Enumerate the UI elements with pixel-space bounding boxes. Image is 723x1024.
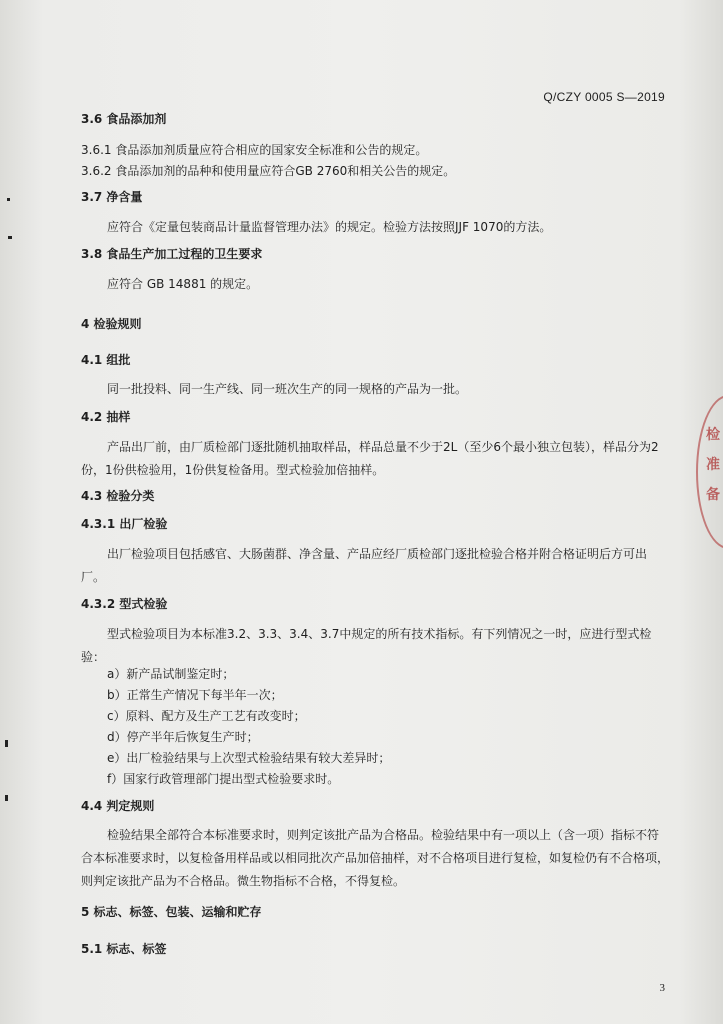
clause-3-6-1: 3.6.1 食品添加剂质量应符合相应的国家安全标准和公告的规定。 [81, 143, 428, 157]
clause-3-6-2: 3.6.2 食品添加剂的品种和使用量应符合GB 2760和相关公告的规定。 [81, 164, 456, 178]
clause-3-7-text: 应符合《定量包装商品计量监督管理办法》的规定。检验方法按照JJF 1070的方法。 [107, 220, 552, 234]
scan-mark [5, 740, 8, 747]
list-item-d: d）停产半年后恢复生产时； [107, 730, 259, 744]
heading-4-3: 4.3 检验分类 [81, 489, 155, 503]
heading-4-2: 4.2 抽样 [81, 410, 131, 424]
scan-mark [7, 198, 10, 201]
heading-4-3-2: 4.3.2 型式检验 [81, 597, 168, 611]
heading-4-1: 4.1 组批 [81, 353, 131, 367]
heading-4: 4 检验规则 [81, 317, 142, 331]
heading-3-6: 3.6 食品添加剂 [81, 112, 167, 126]
clause-4-4-text: 检验结果全部符合本标准要求时，则判定该批产品为合格品。检验结果中有一项以上（含一项）指标不符合本标准要求时，以复检备用样品或以相同批次产品加倍抽样，对不合格项目进行复检，如复检仍有不合格项，则判定该批产品为不合格品。微生物指标不合格，不得复检。 [81, 828, 670, 888]
heading-3-8: 3.8 食品生产加工过程的卫生要求 [81, 247, 263, 261]
list-item-b: b）正常生产情况下每半年一次； [107, 688, 283, 702]
heading-4-4: 4.4 判定规则 [81, 799, 155, 813]
clause-4-3-1-text: 出厂检验项目包括感官、大肠菌群、净含量、产品应经厂质检部门逐批检验合格并附合格证明后方可出厂。 [81, 547, 648, 584]
list-item-c: c）原料、配方及生产工艺有改变时； [107, 709, 306, 723]
seal-text: 检 准 备 [706, 427, 720, 503]
clause-4-2-text: 产品出厂前，由厂质检部门逐批随机抽取样品，样品总量不少于2L（至少6个最小独立包装），样品分为2份，1份供检验用，1份供复检备用。型式检验加倍抽样。 [81, 440, 659, 477]
document-code: Q/CZY 0005 S—2019 [543, 90, 665, 104]
list-item-a: a）新产品试制鉴定时； [107, 667, 235, 681]
scan-mark [8, 236, 12, 239]
clause-4-1-text: 同一批投料、同一生产线、同一班次生产的同一规格的产品为一批。 [107, 382, 468, 396]
list-item-f: f）国家行政管理部门提出型式检验要求时。 [107, 772, 340, 786]
heading-3-7: 3.7 净含量 [81, 190, 143, 204]
page-number: 3 [659, 982, 665, 994]
heading-4-3-1: 4.3.1 出厂检验 [81, 517, 168, 531]
list-item-e: e）出厂检验结果与上次型式检验结果有较大差异时； [107, 751, 391, 765]
scan-mark [5, 795, 8, 801]
heading-5-1: 5.1 标志、标签 [81, 942, 167, 956]
clause-3-8-text: 应符合 GB 14881 的规定。 [107, 277, 259, 291]
heading-5: 5 标志、标签、包装、运输和贮存 [81, 905, 262, 919]
clause-4-3-2-text: 型式检验项目为本标准3.2、3.3、3.4、3.7中规定的所有技术指标。有下列情况之一时，应进行型式检验： [81, 627, 652, 664]
